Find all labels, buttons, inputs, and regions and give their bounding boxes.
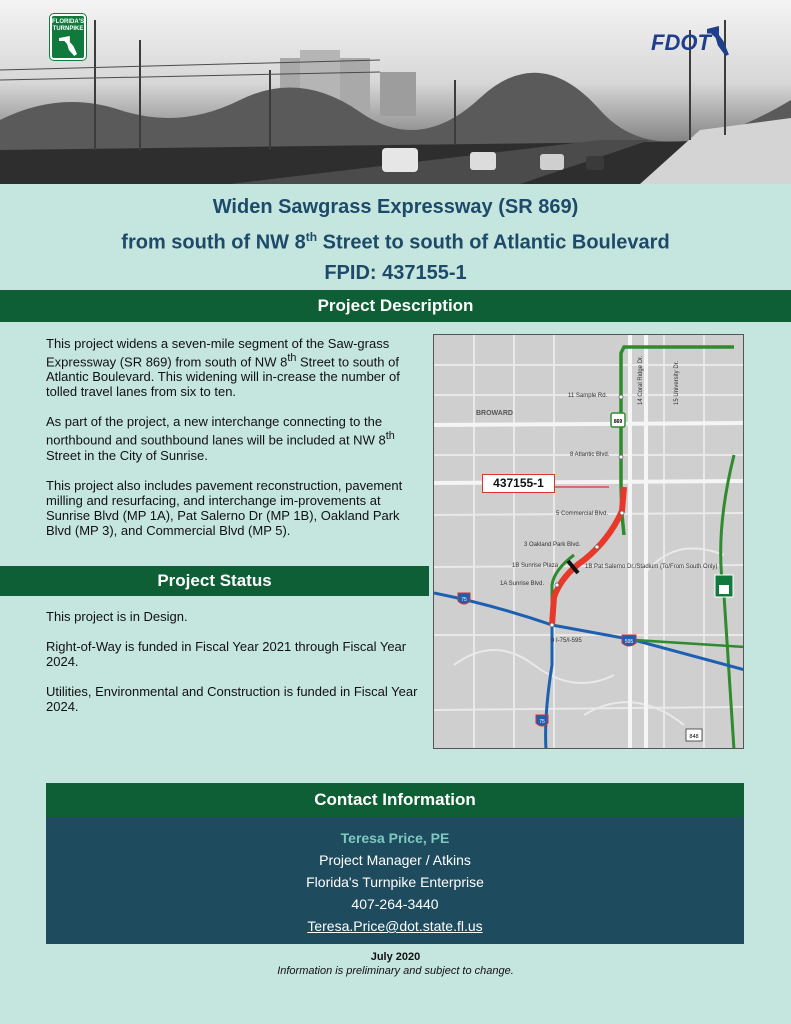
- description-p2-a: As part of the project, a new interchange connecting to the northbound and southbound lanes will be included at NW 8: [46, 414, 386, 448]
- i595-shield-text: 595: [624, 639, 634, 645]
- map-label-sunrise-plaza: 1B Sunrise Plaza: [512, 563, 559, 569]
- map-graphic: [434, 335, 744, 749]
- map-label-oakland: 3 Oakland Park Blvd.: [524, 542, 581, 548]
- project-callout-label: 437155-1: [482, 474, 555, 493]
- status-paragraph-3: Utilities, Environmental and Construction is funded in Fiscal Year 2024.: [46, 684, 418, 714]
- title-line-3: FPID: 437155-1: [324, 261, 467, 284]
- sr869-shield: [611, 413, 625, 427]
- project-segment-line: [552, 487, 624, 625]
- description-paragraph-1: [46, 336, 424, 399]
- map-label-pat-salerno: 1B Pat Salerno Dr./Stadium (To/From South Only): [585, 564, 718, 570]
- description-p2-sup: th: [385, 430, 395, 443]
- sr848-shield-text: 848: [689, 734, 699, 740]
- title-line-2-prefix: from south of NW 8: [121, 231, 306, 254]
- footer: [0, 950, 791, 978]
- interstate-route-line: [434, 593, 744, 670]
- map-label-sample: 11 Sample Rd.: [568, 393, 608, 399]
- contact-email-link[interactable]: Teresa.Price@dot.state.fl.us: [307, 918, 483, 934]
- map-label-sunrise: 1A Sunrise Blvd.: [500, 581, 545, 587]
- map-label-i75-595: 0 I-75/I-595: [551, 638, 582, 644]
- contact-information-panel: [46, 817, 744, 944]
- i75-shield-bottom-text: 75: [539, 719, 545, 725]
- i75-shield-top: [458, 593, 470, 604]
- description-p1-b: Street to south of Atlantic Boulevard. This widening will in-crease the number of tolled travel lanes from six to ten.: [46, 354, 400, 400]
- project-description-heading: Project Description: [0, 290, 791, 322]
- status-paragraph-1: This project is in Design.: [46, 609, 188, 624]
- i595-shield: [622, 635, 636, 646]
- turnpike-logo: [50, 14, 86, 60]
- project-description-text: [46, 336, 424, 553]
- description-paragraph-3: This project also includes pavement reconstruction, pavement milling and resurfacing, and interchange im-provements at Sunrise Blvd (MP 1A), Pat Salerno Dr (MP 1B), Oakland Park Blvd (MP 3), and Commercial Blvd (MP 5).: [46, 477, 403, 538]
- footer-date: July 2020: [370, 951, 421, 963]
- project-status-text: [46, 609, 424, 729]
- map-labels: [476, 355, 717, 644]
- title-line-2-suffix: Street to south of Atlantic Boulevard: [317, 231, 670, 254]
- map-label-university: 15 University Dr.: [674, 360, 680, 405]
- turnpike-logo-text: FLORIDA'S TURNPIKE: [52, 19, 85, 32]
- title-line-2: [0, 222, 791, 258]
- map-label-county: BROWARD: [476, 410, 513, 417]
- title-line-1: Widen Sawgrass Expressway (SR 869): [212, 196, 579, 218]
- fdot-logo: [651, 26, 729, 56]
- footer-note: Information is preliminary and subject to change.: [277, 965, 514, 977]
- contact-phone[interactable]: 407-264-3440: [351, 896, 439, 912]
- contact-role: Project Manager / Atkins: [319, 852, 471, 868]
- contact-organization: Florida's Turnpike Enterprise: [306, 874, 484, 890]
- turnpike-marker-icon: [715, 575, 733, 597]
- map-label-commercial: 5 Commercial Blvd.: [556, 511, 609, 517]
- map-label-coral-ridge: 14 Coral Ridge Dr.: [638, 355, 644, 405]
- project-status-heading: Project Status: [0, 566, 429, 596]
- i75-shield-bottom: [536, 715, 548, 726]
- contact-information-heading: Contact Information: [46, 783, 744, 817]
- description-p2-b: Street in the City of Sunrise.: [46, 447, 208, 463]
- contact-name: Teresa Price, PE: [340, 830, 450, 846]
- sr848-shield: [686, 729, 702, 741]
- map-label-atlantic: 8 Atlantic Blvd.: [570, 452, 610, 458]
- description-p1-sup: th: [287, 352, 297, 364]
- florida-state-icon: [59, 36, 77, 56]
- title-line-2-sup: th: [305, 230, 318, 244]
- description-paragraph-2: [46, 414, 424, 462]
- sr869-shield-text: 869: [613, 419, 623, 425]
- status-paragraph-2: Right-of-Way is funded in Fiscal Year 2021 through Fiscal Year 2024.: [46, 639, 407, 669]
- description-p1-a: This project widens a seven-mile segment of the Saw-grass Expressway (SR 869) from south of NW 8: [46, 336, 390, 370]
- header-photo: [0, 0, 791, 184]
- project-location-map: [433, 334, 744, 749]
- page-title: [0, 192, 791, 288]
- i75-shield-top-text: 75: [461, 597, 467, 603]
- fdot-logo-text: FDOT: [651, 30, 711, 55]
